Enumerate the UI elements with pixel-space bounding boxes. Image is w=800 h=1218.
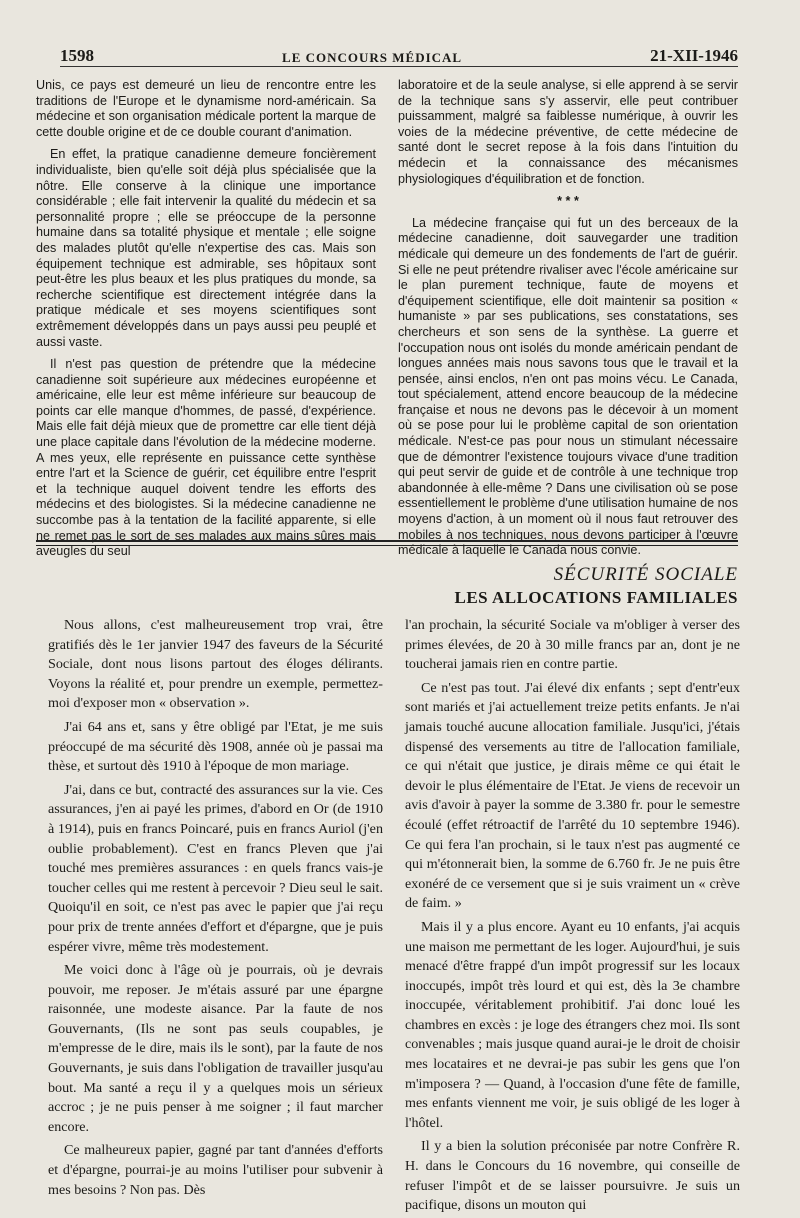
article-right-column [405,616,740,1214]
page-number: 1598 [60,46,94,65]
top-article-left-column [36,78,376,559]
paragraph: Ce n'est pas tout. J'ai élevé dix enfants ; sept d'entr'eux sont mariés et j'ai actuellement treize petits enfants. Je n'ai jamais touché aucune allocation familiale. Jusqu'ici, j'étais dispensé des versements au titre de l'allocation familiale, ce qui n'était que justice, je dirais même ce qui était le devoir le plus élémentaire de l'Etat. Je viens de recevoir un avis d'avoir à payer la somme de 3.380 fr. pour le semestre écoulé (effet rétroactif de l'arrêté du 10 septembre 1946). Ce qui fera l'an prochain, si le taux n'est pas augmenté ce qui m'étonnerait bien, la somme de 6.760 fr. Je ne puis être exonéré de ce versement que si je suis vraiment un « crève de faim. » [405,679,740,912]
paragraph: laboratoire et de la seule analyse, si elle apprend à se servir de la technique sans s'y asservir, elle peut contribuer puissamment, malgré sa faiblesse numérique, à ouvrir les voies de la médecine préventive, de cette médecine de santé dont le secret repose à la fois dans l'intuition du médecin et la connaissance des mécanismes physiologiques d'équilibration et de fonction. [398,78,738,186]
paragraph: Il y a bien la solution préconisée par notre Confrère R. H. dans le Concours du 16 novembre, qui conseille de refuser l'impôt et de se laisser poursuivre. Je suis un pacifique, disons un mouton qui [405,1138,740,1214]
asterism: * * * [557,194,579,209]
section-rubric: SÉCURITÉ SOCIALE [553,564,738,585]
journal-title: LE CONCOURS MÉDICAL [282,50,463,65]
article-title: LES ALLOCATIONS FAMILIALES [454,588,738,607]
paragraph: Il n'est pas question de prétendre que la médecine canadienne soit supérieure aux médecines européenne et américaine, elle leur est même inférieure sur beaucoup de points car elle manque d'hommes, de passé, d'expérience. Mais elle fait déjà mieux que de promettre car elle tient déjà une place capitale dans l'évolution de la médecine moderne. A mes yeux, elle représente en puissance cette synthèse entre l'art et la Science de guérir, cet équilibre entre l'esprit et la technique auquel doivent tendre les efforts des médecins et des biologistes. Si la médecine canadienne ne succombe pas à la tentation de la facilité apparente, si elle ne remet pas le sort de ses malades aux mains sûres mais aveugles du seul [36,357,376,559]
article-left-column [48,616,383,1198]
paragraph: Unis, ce pays est demeuré un lieu de rencontre entre les traditions de l'Europe et le dynamisme nord-américain. Sa médecine et son organisation médicale portent la marque de cette double origine et de ce double courant d'animation. [36,78,376,139]
paragraph: J'ai 64 ans et, sans y être obligé par l'Etat, je me suis préoccupé de ma sécurité dès 1908, année où je passai ma thèse, et surtout dès 1910 à l'époque de mon mariage. [48,718,383,775]
top-article-right-column [398,78,738,558]
section-divider-thin [36,545,738,546]
paragraph: Ce malheureux papier, gagné par tant d'années d'efforts et d'épargne, pourrai-je au moins l'utiliser pour subvenir à mes besoins ? Non pas. Dès [48,1142,383,1198]
article-body [48,616,740,1214]
paragraph: En effet, la pratique canadienne demeure foncièrement individualiste, bien qu'elle soit déjà plus spécialisée que la nôtre. Elle conserve à la clinique une importance considérable ; elle fait intervenir la qualité du médecin et sa personnalité propre ; elle se préoccupe de la personne humaine dans sa totalité physique et mentale ; elle soigne des malades plutôt qu'elle n'expertise des cas. Mais son équipement technique est admirable, ses hôpitaux sont peut-être les plus beaux et les plus pratiques du monde, sa recherche scientifique est directement intégrée dans la pratique médicale et ses moyens scientifiques sont extrêmement développés dans un pays aussi peu peuplé et aussi vaste. [36,147,376,349]
paragraph: Me voici donc à l'âge où je pourrais, où je devrais pouvoir, me reposer. Je m'étais assuré par une épargne raisonnée, une modeste aisance. Par la faute de nos Gouvernants, (Ils ne sont pas seuls coupables, je m'empresse de le dire, mais ils le sont), par la faute de nos Gouvernants, je suis dans l'obligation de travailler jusqu'au bout. Ma santé a reçu il y a quelques mois un sérieux accroc ; je ne puis penser à me soigner ; il faut marcher encore. [48,962,383,1135]
paragraph: J'ai, dans ce but, contracté des assurances sur la vie. Ces assurances, j'en ai payé les primes, d'abord en Or (de 1910 à 1914), puis en francs Poincaré, puis en francs Auriol (j'en oublie probablement). C'est en francs Pleven que j'ai touché mes premières assurances : en quels francs vais-je toucher celles qui me restent à percevoir ? Dieu seul le sait. Quoiqu'il en soit, ce n'est pas avec le papier que j'ai reçu pour prix de trente années d'effort et d'épargne, que je puis espérer vivre, même très modestement. [48,781,383,955]
section-divider [36,540,738,542]
paragraph: Nous allons, c'est malheureusement trop vrai, être gratifiés dès le 1er janvier 1947 des faveurs de la Sécurité Sociale, dont nous lisons partout des éloges délirants. Voyons la réalité et, pour prendre un exemple, permettez-moi d'exposer mon « observation ». [48,617,383,712]
paragraph: Mais il y a plus encore. Ayant eu 10 enfants, j'ai acquis une maison me permettant de les loger. Aujourd'hui, je suis menacé d'être frappé d'un impôt progressif sur les locaux inoccupés, impôt très lourd et qui est, dès la 3e chambre inoccupée, véritablement prohibitif. J'ai donc loué les chambres en excès : je loge des étrangers chez moi. Ils sont convenables ; mais jusque quand aurai-je le droit de choisir mes locataires et ne devrai-je pas subir les gens que l'on m'imposera ? — Quand, à l'occasion d'une fête de famille, mes enfants viennent me voir, je suis obligé de les loger à l'hôtel. [405,918,740,1131]
issue-date: 21-XII-1946 [650,46,738,65]
paragraph: l'an prochain, la sécurité Sociale va m'obliger à verser des primes élevées, de 20 à 30 mille francs par an, dont je ne toucherai jamais rien en contre partie. [405,617,740,673]
page-header [60,44,738,67]
top-article [36,78,738,559]
paragraph: La médecine française qui fut un des berceaux de la médecine canadienne, doit sauvegarder une tradition médicale qui demeure un des fondements de l'art de guérir. Si elle ne peut prétendre rivaliser avec l'école américaine sur le plan purement technique, faute de moyens et d'équipement scientifique, elle doit maintenir sa position « humaniste » par ses publications, ses constatations, ses chercheurs et son sens de la synthèse. La guerre et l'occupation nous ont isolés du monde américain pendant de longues années mais nous savons tous que le travail et la pensée, ainsi enclos, n'en ont pas moins vécu. Le Canada, tout spécialement, attend encore beaucoup de la médecine française et nous ne devons pas le décevoir à un moment où se pose pour lui le problème capital de son orientation médicale. N'est-ce pas pour nous un stimulant nécessaire que de démontrer l'existence toujours vivace d'une tradition qui peut servir de guide et de contrôle à une technique trop abandonnée à elle-même ? Dans une civilisation où se pose essentiellement le problème d'une utilisation humaine de nos moyens d'action, à un moment où il nous faut retrouver des mobiles à nos techniques, nous devons participer à l'œuvre médicale à laquelle le Canada nous convie. [398,215,738,558]
